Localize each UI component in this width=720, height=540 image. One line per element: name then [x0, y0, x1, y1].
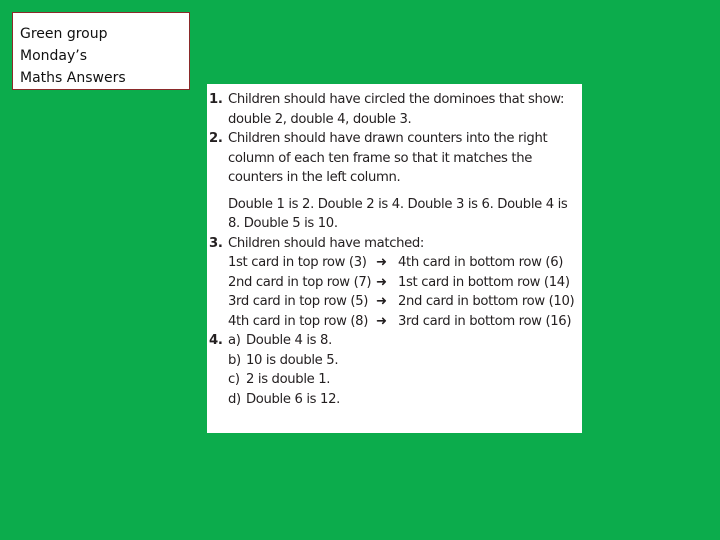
sub-answer	[228, 351, 582, 371]
question-3	[209, 234, 582, 332]
match-right: 3rd card in bottom row (16)	[398, 313, 572, 329]
arrow-right-icon: ➜	[376, 274, 387, 290]
question-body	[228, 90, 582, 129]
sub-answer	[228, 370, 582, 390]
sub-letter: c)	[228, 372, 240, 387]
arrow-right-icon: ➜	[376, 255, 387, 270]
sub-letter: a)	[228, 333, 241, 348]
question-body	[228, 234, 582, 332]
sub-letter: b)	[228, 352, 241, 368]
sub-text: 2 is double 1.	[246, 372, 331, 387]
match-row	[228, 273, 582, 293]
match-left: 4th card in top row (8)	[228, 313, 369, 329]
arrow-right-icon: ➜	[376, 313, 387, 329]
sub-answer	[228, 390, 582, 410]
answer-line: counters in the left column.	[228, 170, 401, 185]
question-body	[228, 129, 582, 234]
sub-answer	[228, 331, 582, 351]
title-line-3: Maths Answers	[20, 70, 126, 86]
answers-image	[207, 84, 582, 433]
sub-text: 10 is double 5.	[246, 352, 339, 368]
answer-line: double 2, double 4, double 3.	[228, 111, 412, 127]
match-row	[228, 312, 582, 332]
answer-line: Children should have drawn counters into the right	[228, 131, 548, 146]
answer-line: column of each ten frame so that it matches the	[228, 150, 532, 166]
match-row	[228, 253, 582, 273]
question-number: 3.	[209, 235, 223, 251]
sub-text: Double 6 is 12.	[246, 391, 340, 407]
match-left: 3rd card in top row (5)	[228, 294, 369, 309]
title-line-1: Green group	[20, 26, 108, 42]
answer-line: Double 1 is 2. Double 2 is 4. Double 3 is 6. Double 4 is	[228, 196, 568, 212]
match-row	[228, 292, 582, 312]
question-1	[209, 90, 582, 129]
question-4	[209, 331, 582, 409]
question-2	[209, 129, 582, 234]
title-line-2: Monday’s	[20, 48, 88, 64]
answer-line: Children should have matched:	[228, 235, 424, 251]
sub-text: Double 4 is 8.	[246, 333, 332, 348]
answer-line: Children should have circled the dominoes that show:	[228, 92, 565, 107]
question-body	[228, 331, 582, 409]
question-number: 2.	[209, 131, 223, 146]
sub-letter: d)	[228, 391, 241, 407]
question-number: 4.	[209, 333, 223, 348]
match-right: 1st card in bottom row (14)	[398, 274, 570, 290]
arrow-right-icon: ➜	[376, 294, 387, 309]
question-number: 1.	[209, 92, 223, 107]
answer-line: 8. Double 5 is 10.	[228, 216, 338, 231]
match-left: 1st card in top row (3)	[228, 255, 367, 270]
match-left: 2nd card in top row (7)	[228, 274, 372, 290]
slide-title-box	[12, 12, 190, 90]
match-right: 4th card in bottom row (6)	[398, 255, 564, 270]
match-right: 2nd card in bottom row (10)	[398, 294, 575, 309]
